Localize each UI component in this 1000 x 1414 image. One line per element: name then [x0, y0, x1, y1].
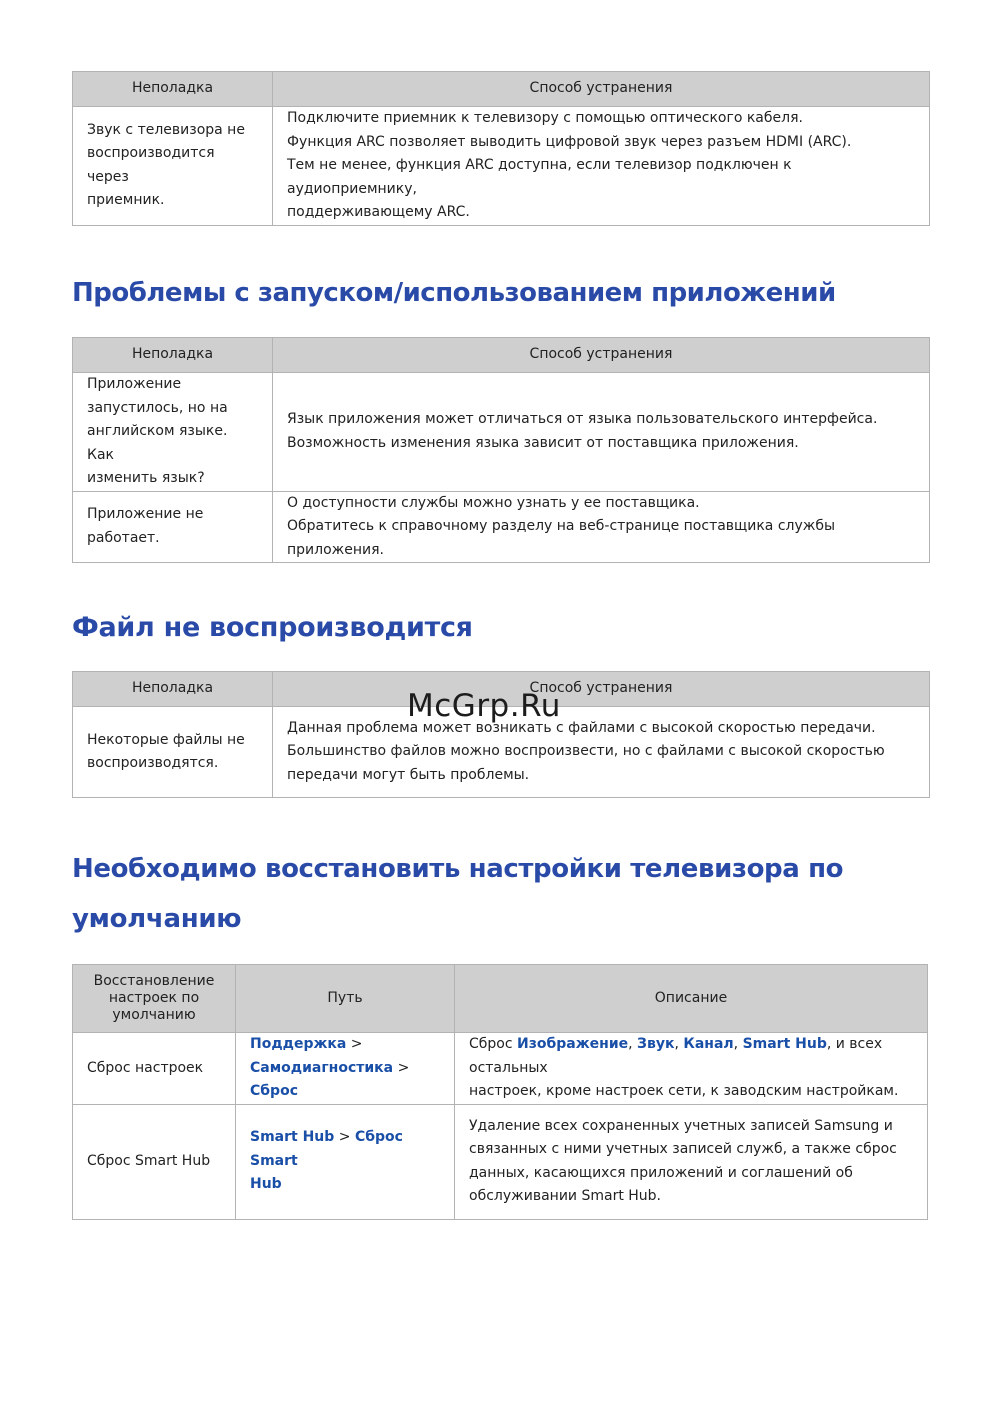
watermark: McGrp.Ru — [407, 688, 561, 724]
column-header-solution: Способ устранения — [273, 72, 930, 107]
column-header-solution: Способ устранения — [273, 338, 930, 373]
solution-cell: О доступности службы можно узнать у ее поставщика. Обратитесь к справочному разделу на веб-странице поставщика службы приложения. — [273, 491, 930, 563]
path-cell: Smart Hub > Сброс Smart Hub — [236, 1104, 455, 1219]
menu-item-smart-hub: Smart Hub — [742, 1036, 827, 1052]
audio-receiver-table — [72, 71, 930, 226]
menu-path-smart-hub: Smart Hub — [250, 1129, 335, 1146]
problem-cell: Приложение запустилось, но на английском языке. Как изменить язык? — [73, 373, 273, 492]
menu-path-self-diagnosis: Самодиагностика — [250, 1059, 394, 1076]
reset-name-cell: Сброс настроек — [73, 1033, 236, 1105]
column-header-problem: Неполадка — [73, 672, 273, 707]
column-header-path: Путь — [236, 965, 455, 1033]
solution-cell: Подключите приемник к телевизору с помощью оптического кабеля. Функция ARC позволяет выводить цифровой звук через разъем HDMI (ARC). Тем не менее, функция ARC доступна, если телевизор подключен к аудиоприемнику, поддерживающему ARC. — [273, 107, 930, 226]
column-header-problem: Неполадка — [73, 338, 273, 373]
menu-path-reset: Сброс — [250, 1083, 298, 1099]
menu-item-channel: Канал — [683, 1036, 734, 1052]
solution-cell: Язык приложения может отличаться от языка пользовательского интерфейса. Возможность изменения языка зависит от поставщика приложения. — [273, 373, 930, 492]
menu-path-reset-smart-hub: Сброс Smart — [250, 1129, 403, 1169]
section-title-reset-line2: умолчанию — [72, 904, 242, 934]
column-header-description: Описание — [455, 965, 928, 1033]
apps-table — [72, 337, 930, 563]
reset-name-cell: Сброс Smart Hub — [73, 1104, 236, 1219]
section-title-file: Файл не воспроизводится — [72, 612, 473, 643]
menu-path-support: Поддержка — [250, 1036, 347, 1052]
problem-cell: Некоторые файлы не воспроизводятся. — [73, 707, 273, 798]
description-cell: Удаление всех сохраненных учетных записей Samsung и связанных с ними учетных записей служб, а также сброс данных, касающихся приложений и соглашений об обслуживании Smart Hub. — [455, 1104, 928, 1219]
column-header-solution: Способ устранения — [273, 672, 930, 707]
menu-item-sound: Звук — [637, 1036, 675, 1052]
description-cell: Сброс Изображение, Звук, Канал, Smart Hub, и всех остальных настроек, кроме настроек сети, к заводским настройкам. — [455, 1033, 928, 1105]
problem-cell: Приложение не работает. — [73, 491, 273, 563]
column-header-reset: Восстановление настроек по умолчанию — [73, 965, 236, 1033]
menu-item-picture: Изображение — [517, 1036, 629, 1052]
solution-cell: Данная проблема может возникать с файлами с высокой скоростью передачи. Большинство файлов можно воспроизвести, но с файлами с высокой скоростью передачи могут быть проблемы. — [273, 707, 930, 798]
section-title-apps: Проблемы с запуском/использованием приложений — [72, 278, 836, 308]
column-header-problem: Неполадка — [73, 72, 273, 107]
path-cell: Поддержка > Самодиагностика > Сброс — [236, 1033, 455, 1105]
problem-cell: Звук с телевизора не воспроизводится через приемник. — [73, 107, 273, 226]
section-title-reset-line1: Необходимо восстановить настройки телевизора по — [72, 854, 844, 884]
reset-settings-table — [72, 964, 928, 1220]
